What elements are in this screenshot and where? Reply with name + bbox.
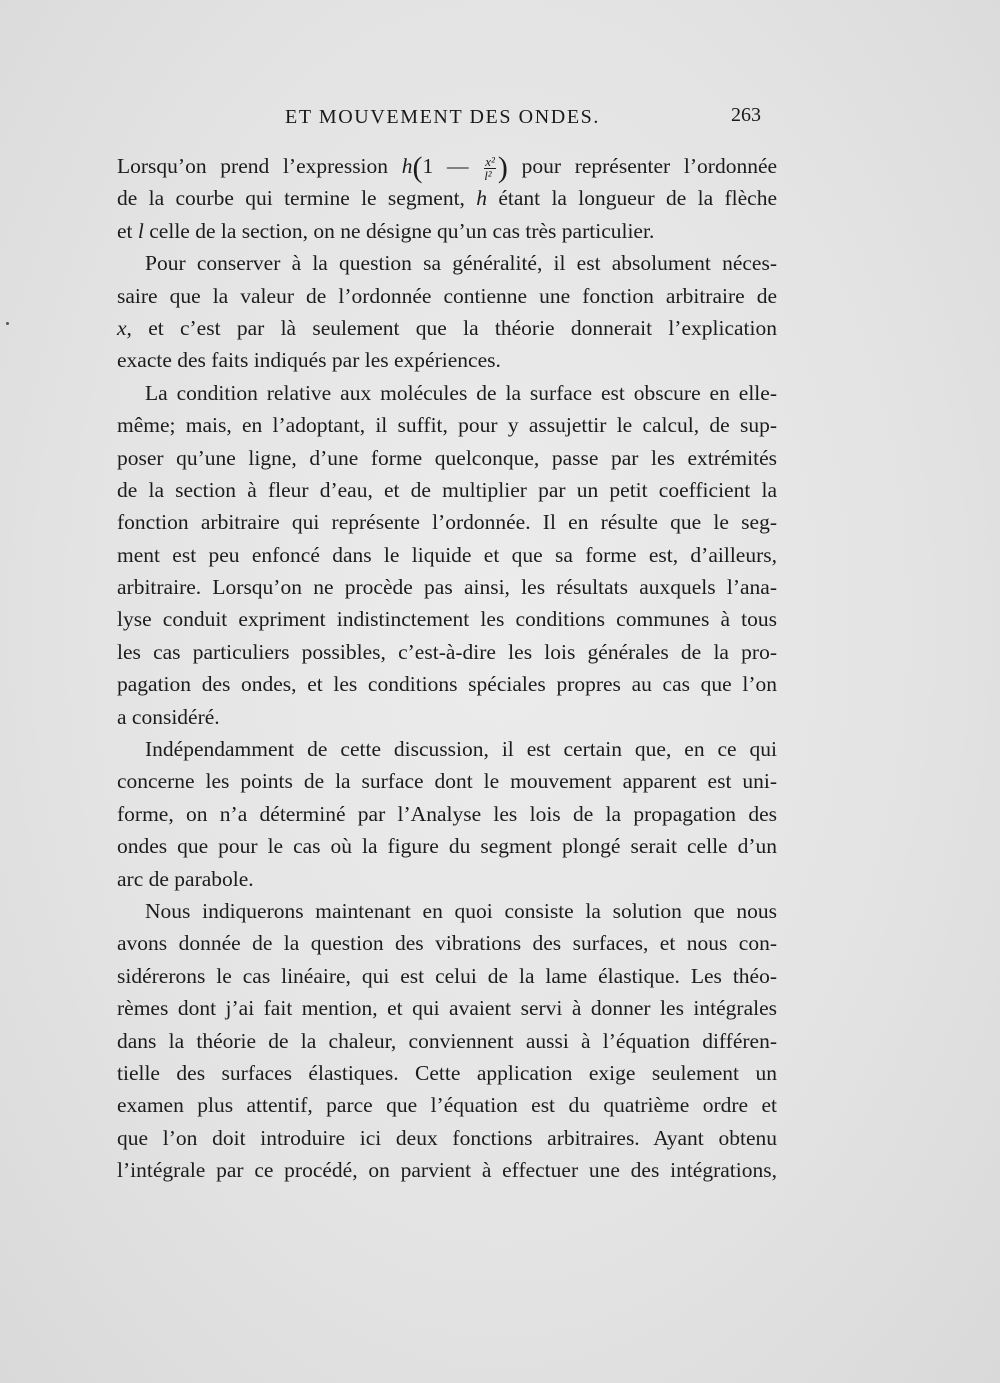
text-line: l’intégrale par ce procédé, on parvient à effectuer une des intégrations,	[117, 1158, 777, 1183]
fraction: $\frac{\text{x²}}{\text{l²}}$	[484, 153, 495, 183]
text-line: tielle des surfaces élastiques. Cette application exige seulement un	[117, 1060, 777, 1085]
text-line: examen plus attentif, parce que l’équation est du quatrième ordre et	[117, 1093, 777, 1118]
text-line: que l’on doit introduire ici deux fonctions arbitraires. Ayant obtenu	[117, 1125, 777, 1150]
text-line: pagation des ondes, et les conditions spéciales propres au cas que l’on	[117, 672, 777, 697]
text-line: de la section à fleur d’eau, et de multiplier par un petit coefficient la	[117, 477, 777, 502]
text-line: avons donnée de la question des vibrations des surfaces, et nous con-	[117, 931, 777, 956]
paper-speck	[6, 322, 9, 325]
text-line: arc de parabole.	[117, 866, 254, 891]
text-line: rèmes dont j’ai fait mention, et qui avaient servi à donner les intégrales	[117, 996, 777, 1021]
text-line: x, et c’est par là seulement que la théorie donnerait l’explication	[117, 315, 777, 340]
text-line: les cas particuliers possibles, c’est-à-dire les lois générales de la pro-	[117, 639, 777, 664]
text-line: concerne les points de la surface dont le mouvement apparent est uni-	[117, 769, 777, 794]
text-line: saire que la valeur de l’ordonnée contienne une fonction arbitraire de	[117, 283, 777, 308]
text-line: Nous indiquerons maintenant en quoi consiste la solution que nous	[145, 898, 777, 923]
text-line: dans la théorie de la chaleur, conviennent aussi à l’équation différen-	[117, 1028, 777, 1053]
text-line: fonction arbitraire qui représente l’ordonnée. Il en résulte que le seg-	[117, 510, 777, 535]
text-line: Pour conserver à la question sa généralité, il est absolument néces-	[145, 251, 777, 276]
text-line: poser qu’une ligne, d’une forme quelconque, passe par les extrémités	[117, 445, 777, 470]
text-line: même; mais, en l’adoptant, il suffit, pour y assujettir le calcul, de sup-	[117, 413, 777, 438]
text-line: sidérerons le cas linéaire, qui est celui de la lame élastique. Les théo-	[117, 963, 777, 988]
text-line: arbitraire. Lorsqu’on ne procède pas ainsi, les résultats auxquels l’ana-	[117, 575, 777, 600]
text-line: de la courbe qui termine le segment, h étant la longueur de la flèche	[117, 186, 778, 211]
running-title: ET MOUVEMENT DES ONDES.	[285, 106, 600, 128]
text-line: Indépendamment de cette discussion, il est certain que, en ce qui	[145, 737, 777, 762]
text-line: exacte des faits indiqués par les expériences.	[117, 348, 501, 373]
text-line: forme, on n’a déterminé par l’Analyse les lois de la propagation des	[117, 801, 777, 826]
text-line: a considéré.	[117, 704, 220, 729]
text-line: ondes que pour le cas où la figure du segment plongé serait celle d’un	[117, 834, 777, 859]
text-line: et l celle de la section, on ne désigne qu’un cas très particulier.	[117, 218, 655, 243]
text-line: La condition relative aux molécules de la surface est obscure en elle-	[145, 380, 777, 405]
page-number: 263	[731, 104, 761, 126]
text-line: lyse conduit expriment indistinctement les conditions communes à tous	[117, 607, 777, 632]
body-text	[117, 150, 777, 1187]
formula: h(1 — $\frac{\text{x²}}{\text{l²}}$ )	[401, 151, 508, 185]
text-line: ment est peu enfoncé dans le liquide et que sa forme est, d’ailleurs,	[117, 542, 777, 567]
text-line: Lorsqu’on prend l’expression h(1 — $\frac{\text{x²}}{\text{l²}}$ ) pour représenter l’ordonnée	[117, 151, 778, 185]
